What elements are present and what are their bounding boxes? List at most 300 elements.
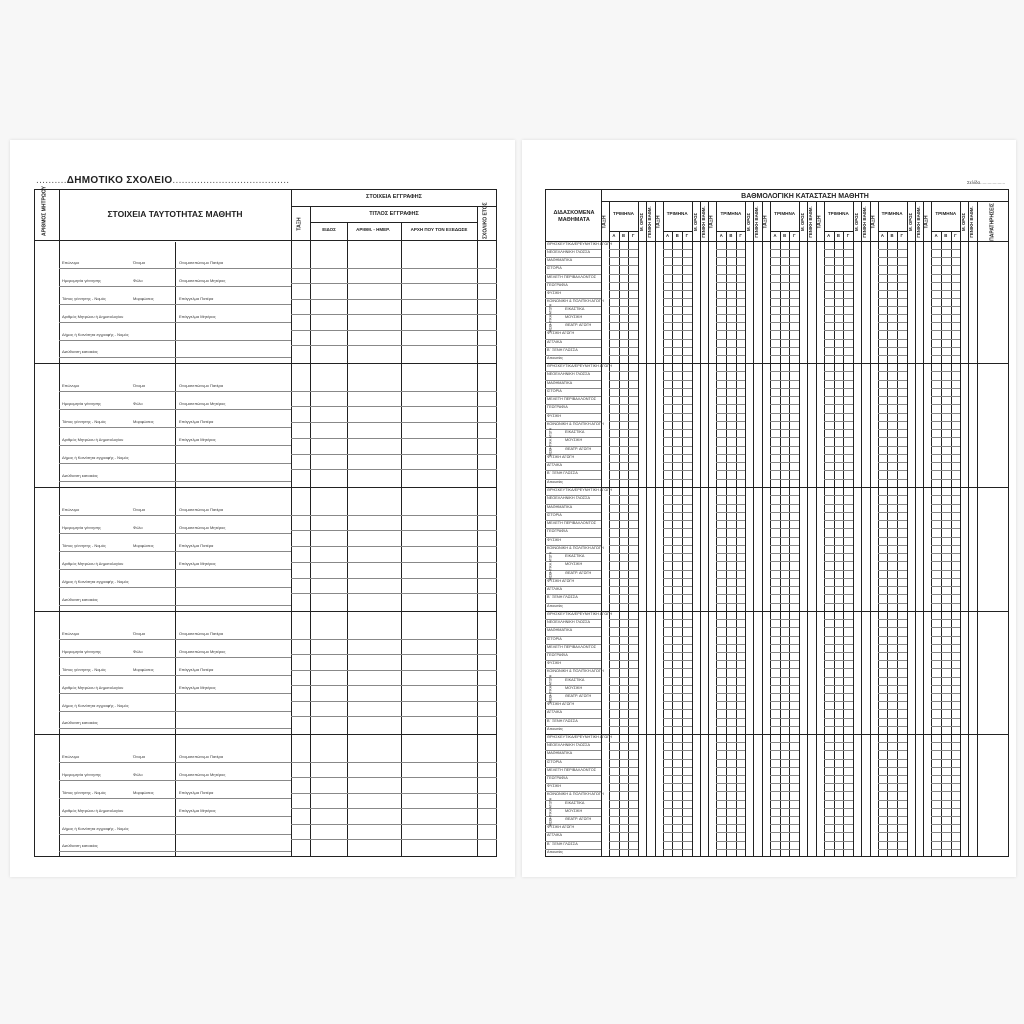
grade-cell-line [770,306,799,307]
col-line [59,189,60,857]
field-label: Ονοματεπώνυμο Πατέρα [179,630,224,636]
grade-cell-line [931,742,960,743]
field-label: Μορφώσεις [133,789,154,795]
grade-cell-line [770,537,799,538]
subject-label: ΑΓΓΛΙΚΑ [547,463,563,468]
subject-label: ΜΕΛΕΤΗ ΠΕΡΙΒΑΛΛΟΝΤΟΣ [547,274,597,279]
col-line [968,201,969,857]
grade-cell-line [663,652,692,653]
grade-cell-line [878,841,907,842]
grade-cell-line [609,274,638,275]
subject-label: ΜΟΥΣΙΚΗ [565,685,583,690]
grade-cell-line [931,636,960,637]
grade-cell-line [931,775,960,776]
term-label: Β [890,233,894,238]
grade-cell-line [824,816,853,817]
grade-cell-line [770,636,799,637]
field-label: Επάγγελμα Πατέρα [179,295,214,301]
col-line [692,201,693,857]
field-label: Διεύθυνση κατοικίας [62,597,98,603]
col-line [861,201,862,857]
grade-cell-line [770,660,799,661]
grade-cell-line [716,759,745,760]
grade-cell-line [716,824,745,825]
subject-label: Απουσίες [547,355,563,360]
field-line [59,675,291,676]
subject-label: ΙΣΤΟΡΙΑ [547,266,562,271]
grade-cell-line [609,553,638,554]
field-label: Επάγγελμα Πατέρα [179,419,214,425]
term-label: Β [621,233,626,238]
subject-label: ΝΕΟΕΛΛΗΝΙΚΗ ΓΛΩΣΣΑ [547,496,591,501]
grade-cell-line [770,783,799,784]
grade-cell-line [716,791,745,792]
grade-cell-line [878,380,907,381]
average-col-label: Μ. ΟΡΟΣ [853,212,859,232]
row-line [824,231,853,232]
subject-label: ΘΕΑΤΡ. ΑΓΩΓΗ [565,323,592,328]
grade-cell-line [716,282,745,283]
grade-cell-line [878,644,907,645]
grade-cell-line [716,701,745,702]
field-label: Όνομα [133,630,145,636]
grade-cell-line [609,257,638,258]
grade-cell-line [878,274,907,275]
average-col-label: Μ. ΟΡΟΣ [961,212,967,232]
record-divider [545,487,1009,488]
grade-cell-line [663,709,692,710]
grade-cell-line [716,652,745,653]
grade-cell-line [716,783,745,784]
grade-cell-line [770,314,799,315]
type-header: ΕΙΔΟΣ [322,227,336,232]
grade-cell-line [770,791,799,792]
subject-label: Απουσίες [547,603,563,608]
grade-cell-line [824,832,853,833]
grade-cell-line [716,603,745,604]
grade-cell-line [663,791,692,792]
grade-cell-line [878,545,907,546]
row-line [770,231,799,232]
grade-cell-line [716,742,745,743]
grade-cell-line [609,388,638,389]
grade-cell-line [770,330,799,331]
grade-cell-line [770,718,799,719]
field-label: Δήμος ή Κοινότητα εγγραφής - Νομός [62,825,129,831]
average-col-label: Μ. ΟΡΟΣ [907,212,913,232]
subject-label: ΜΑΘΗΜΑΤΙΚΑ [547,380,573,385]
grade-cell-line [931,652,960,653]
grade-cell-line [716,832,745,833]
grade-cell-line [878,832,907,833]
grade-cell-line [770,561,799,562]
subject-label: ΚΟΙΝΩΝΙΚΗ & ΠΟΛΙΤΙΚΗ ΑΓΩΓΗ [547,792,604,797]
grade-cell-line [609,767,638,768]
field-label: Ονοματεπώνυμο Μητέρας [179,771,226,777]
grade-cell-line [931,750,960,751]
subject-label: ΙΣΤΟΡΙΑ [547,636,562,641]
term-label: Β [729,233,733,238]
enroll-line [291,546,497,547]
field-line [59,340,291,341]
field-label: Δήμος ή Κοινότητα εγγραφής - Νομός [62,579,129,585]
field-line [59,639,291,640]
grade-cell-line [931,594,960,595]
general-grade-col-label: ΓΕΝΙΚΗ ΒΑΘΜ. [969,206,975,238]
grade-cell-line [663,265,692,266]
grade-cell-line [878,504,907,505]
grade-cell-line [770,388,799,389]
field-label: Τόπος γέννησης - Νομός [62,543,106,549]
term-label: Γ [631,233,635,238]
grade-cell-line [716,479,745,480]
grade-cell-line [824,257,853,258]
grade-cell-line [609,660,638,661]
col-line [601,189,602,857]
grade-cell-line [824,454,853,455]
school-label: ..........ΔΗΜΟΤΙΚΟ ΣΧΟΛΕΙΟ...................................... [36,175,290,186]
subject-label: ΘΕΑΤΡ. ΑΓΩΓΗ [565,694,592,698]
field-label: Ημερομηνία γέννησης [62,648,101,654]
grade-cell-line [663,644,692,645]
grade-cell-line [824,775,853,776]
grade-cell-line [878,314,907,315]
remarks-header: ΠΑΡΑΤΗΡΗΣΕΙΣ [989,203,996,241]
grade-cell-line [824,504,853,505]
field-label: Φύλο [133,771,143,777]
grade-cell-line [770,693,799,694]
grade-cell-line [716,322,745,323]
grade-cell-line [878,791,907,792]
subject-label: ΜΟΥΣΙΚΗ [565,562,583,567]
grade-cell-line [878,355,907,356]
grade-cell-line [609,759,638,760]
general-grade-col-label: ΓΕΝΙΚΗ ΒΑΘΜ. [754,206,760,238]
grade-cell-line [931,808,960,809]
grade-cell-line [609,668,638,669]
field-label: Ονοματεπώνυμο Πατέρα [179,753,224,759]
grade-cell-line [609,816,638,817]
grade-cell-line [663,660,692,661]
grade-cell-line [878,586,907,587]
subject-label: ΘΡΗΣΚΕΥΤΙΚΑ/ΕΡΕΥΝΗΤΙΚΗ ΑΓΩΓΗ [547,364,613,368]
grade-cell-line [878,627,907,628]
subject-label: ΕΙΚΑΣΤΙΚΑ [565,307,585,312]
term-label: Α [827,233,831,238]
subject-label: ΓΕΩΓΡΑΦΙΑ [547,405,568,410]
class-header: ΤΑΞΗ [296,217,303,231]
grade-cell-line [770,413,799,414]
grade-cell-line [931,512,960,513]
grade-cell-line [663,355,692,356]
term-label: Β [783,233,787,238]
grade-cell-line [878,824,907,825]
subject-label: Β΄ ΞΕΝΗ ΓΛΩΣΣΑ [547,471,578,476]
grade-cell-line [931,421,960,422]
grade-cell-line [931,437,960,438]
grade-cell-line [609,446,638,447]
grade-cell-line [824,462,853,463]
grade-cell-line [770,701,799,702]
grade-cell-line [609,783,638,784]
grade-cell-line [609,380,638,381]
grade-cell-line [716,586,745,587]
grade-cell-line [770,759,799,760]
grade-cell-line [878,800,907,801]
aesthetic-label: ΑΙΣΘΗΤΙΚΗ ΑΓΩΓΗ [548,551,553,580]
grade-cell-line [663,849,692,850]
grade-cell-line [878,371,907,372]
grade-cell-line [663,693,692,694]
grade-cell-line [824,380,853,381]
grade-cell-line [931,677,960,678]
subject-label: ΘΡΗΣΚΕΥΤΙΚΑ/ΕΡΕΥΝΗΤΙΚΗ ΑΓΩΓΗ [547,242,613,246]
grade-cell-line [609,775,638,776]
grade-cell-line [716,298,745,299]
grade-cell-line [609,594,638,595]
grade-cell-line [824,322,853,323]
field-label: Ονοματεπώνυμο Πατέρα [179,507,224,513]
field-line [59,322,291,323]
grade-cell-line [716,750,745,751]
grade-cell-line [824,347,853,348]
trimester-col-label: ΤΡΙΜΗΝΑ [720,211,742,216]
row-line [878,231,907,232]
trimester-col-label: ΤΡΙΜΗΝΑ [935,211,957,216]
grade-cell-line [824,808,853,809]
grade-cell-line [878,462,907,463]
grade-cell-line [824,849,853,850]
grade-cell-line [931,685,960,686]
grade-cell-line [770,421,799,422]
grade-cell-line [609,314,638,315]
grade-cell-line [878,322,907,323]
grade-cell-line [770,371,799,372]
field-line [59,463,291,464]
grade-cell-line [931,849,960,850]
row-line [310,222,477,223]
field-label: Διεύθυνση κατοικίας [62,349,98,355]
enroll-line [291,793,497,794]
grade-cell-line [931,355,960,356]
grade-cell-line [824,627,853,628]
grade-cell-line [878,421,907,422]
record-divider [545,363,1009,364]
grade-cell-line [716,413,745,414]
term-label: Γ [846,233,850,238]
col-line [745,201,746,857]
grade-cell-line [770,594,799,595]
subject-label: ΜΕΛΕΤΗ ΠΕΡΙΒΑΛΛΟΝΤΟΣ [547,521,597,526]
grade-cell-line [878,347,907,348]
subject-label: Απουσίες [547,849,563,854]
subject-label: ΕΙΚΑΣΤΙΚΑ [565,554,585,559]
col-line [638,201,639,857]
term-label: Α [612,233,616,238]
grade-cell-line [878,767,907,768]
grade-cell-line [878,578,907,579]
grade-cell-line [824,603,853,604]
grade-cell-line [824,520,853,521]
subject-label: ΘΕΑΤΡ. ΑΓΩΓΗ [565,446,592,451]
grade-cell-line [878,553,907,554]
grade-cell-line [878,528,907,529]
grade-cell-line [824,495,853,496]
enroll-line [291,578,497,579]
grade-cell-line [931,709,960,710]
grade-cell-line [824,265,853,266]
average-col-label: Μ. ΟΡΟΣ [746,212,752,232]
grade-cell-line [770,586,799,587]
subject-label: Β΄ ΞΕΝΗ ΓΛΩΣΣΑ [547,718,578,723]
grade-cell-line [609,512,638,513]
row-line [931,231,960,232]
grade-cell-line [663,783,692,784]
grade-cell-line [716,388,745,389]
grade-cell-line [824,429,853,430]
grade-cell-line [770,832,799,833]
grade-cell-line [716,718,745,719]
grade-cell-line [878,701,907,702]
grade-cell-line [878,603,907,604]
field-label: Επάγγελμα Μητέρας [179,684,216,690]
grade-cell-line [716,528,745,529]
grade-cell-line [609,693,638,694]
grade-cell-line [878,677,907,678]
trimester-col-label: ΤΡΙΜΗΝΑ [827,211,849,216]
enroll-line [291,562,497,563]
grade-cell-line [609,396,638,397]
grade-cell-line [716,709,745,710]
general-grade-col-label: ΓΕΝΙΚΗ ΒΑΘΜ. [915,206,921,238]
grade-cell-line [716,561,745,562]
class-col-label: ΤΑΞΗ [708,215,715,229]
field-label: Ημερομηνία γέννησης [62,771,101,777]
grade-cell-line [878,454,907,455]
term-label: Β [944,233,948,238]
field-label: Επάγγελμα Πατέρα [179,543,214,549]
grade-cell-line [609,421,638,422]
subject-label: ΜΕΛΕΤΗ ΠΕΡΙΒΑΛΛΟΝΤΟΣ [547,767,597,772]
grade-cell-line [609,636,638,637]
grade-cell-line [770,619,799,620]
grade-cell-line [770,849,799,850]
grade-cell-line [878,660,907,661]
grade-cell-line [770,322,799,323]
grade-cell-line [716,767,745,768]
grade-cell-line [931,783,960,784]
identity-header: ΣΤΟΙΧΕΙΑ ΤΑΥΤΟΤΗΤΑΣ ΜΑΘΗΤΗ [107,209,243,219]
field-line [59,304,291,305]
grade-cell-line [770,429,799,430]
enroll-line [291,639,497,640]
enroll-line [291,654,497,655]
subject-label: Β΄ ΞΕΝΗ ΓΛΩΣΣΑ [547,595,578,600]
grade-cell-line [931,298,960,299]
grade-cell-line [663,594,692,595]
enrollment-header: ΣΤΟΙΧΕΙΑ ΕΓΓΡΑΦΗΣ [366,194,422,200]
grade-cell-line [663,636,692,637]
grade-cell-line [931,816,960,817]
grade-cell-line [878,709,907,710]
field-label: Διεύθυνση κατοικίας [62,843,98,849]
record-divider [34,734,497,735]
grade-cell-line [824,800,853,801]
field-line [59,816,291,817]
grade-cell-line [878,750,907,751]
field-label: Όνομα [133,753,145,759]
grade-cell-line [878,759,907,760]
subject-label: ΕΙΚΑΣΤΙΚΑ [565,677,585,682]
grade-cell-line [824,355,853,356]
enroll-line [291,438,497,439]
subject-label: ΚΟΙΝΩΝΙΚΗ & ΠΟΛΙΤΙΚΗ ΑΓΩΓΗ [547,421,604,426]
grade-cell-line [663,380,692,381]
enroll-line [291,824,497,825]
grade-cell-line [609,586,638,587]
class-col-label: ΤΑΞΗ [816,215,823,229]
col-line [807,201,808,857]
grade-cell-line [824,644,853,645]
field-label: Φύλο [133,277,143,283]
grade-cell-line [824,274,853,275]
grade-cell-line [716,290,745,291]
subject-label: ΑΓΓΛΙΚΑ [547,339,563,344]
field-line [59,605,291,606]
grade-cell-line [609,726,638,727]
grade-cell-line [878,849,907,850]
grade-cell-line [824,537,853,538]
field-label: Ονοματεπώνυμο Πατέρα [179,259,224,265]
field-line [59,427,291,428]
enroll-line [291,330,497,331]
subject-label: ΝΕΟΕΛΛΗΝΙΚΗ ΓΛΩΣΣΑ [547,372,591,377]
grade-cell-line [878,413,907,414]
grade-cell-line [931,265,960,266]
grade-cell-line [931,495,960,496]
term-label: Γ [739,233,742,238]
grade-cell-line [663,495,692,496]
col-line [291,189,292,857]
grade-cell-line [770,265,799,266]
grade-cell-line [609,578,638,579]
grade-cell-line [663,404,692,405]
class-col-label: ΤΑΞΗ [762,215,769,229]
grade-cell-line [663,685,692,686]
grades-title: ΒΑΘΜΟΛΟΓΙΚΗ ΚΑΤΑΣΤΑΣΗ ΜΑΘΗΤΗ [741,193,869,200]
col-line [753,201,754,857]
enroll-line [291,716,497,717]
grade-cell-line [663,824,692,825]
grade-cell-line [716,644,745,645]
enroll-line [291,283,497,284]
field-line [59,762,291,763]
grade-cell-line [609,479,638,480]
grade-cell-line [931,274,960,275]
grade-cell-line [824,660,853,661]
grade-cell-line [931,479,960,480]
grade-cell-line [931,545,960,546]
grade-cell-line [824,701,853,702]
grade-cell-line [931,347,960,348]
enroll-line [291,762,497,763]
class-col-label: ΤΑΞΗ [870,215,877,229]
subject-label: ΦΥΣΙΚΗ ΑΓΩΓΗ [547,702,575,707]
grade-cell-line [609,619,638,620]
enroll-line [291,406,497,407]
grade-cell-line [663,429,692,430]
grade-cell-line [878,775,907,776]
